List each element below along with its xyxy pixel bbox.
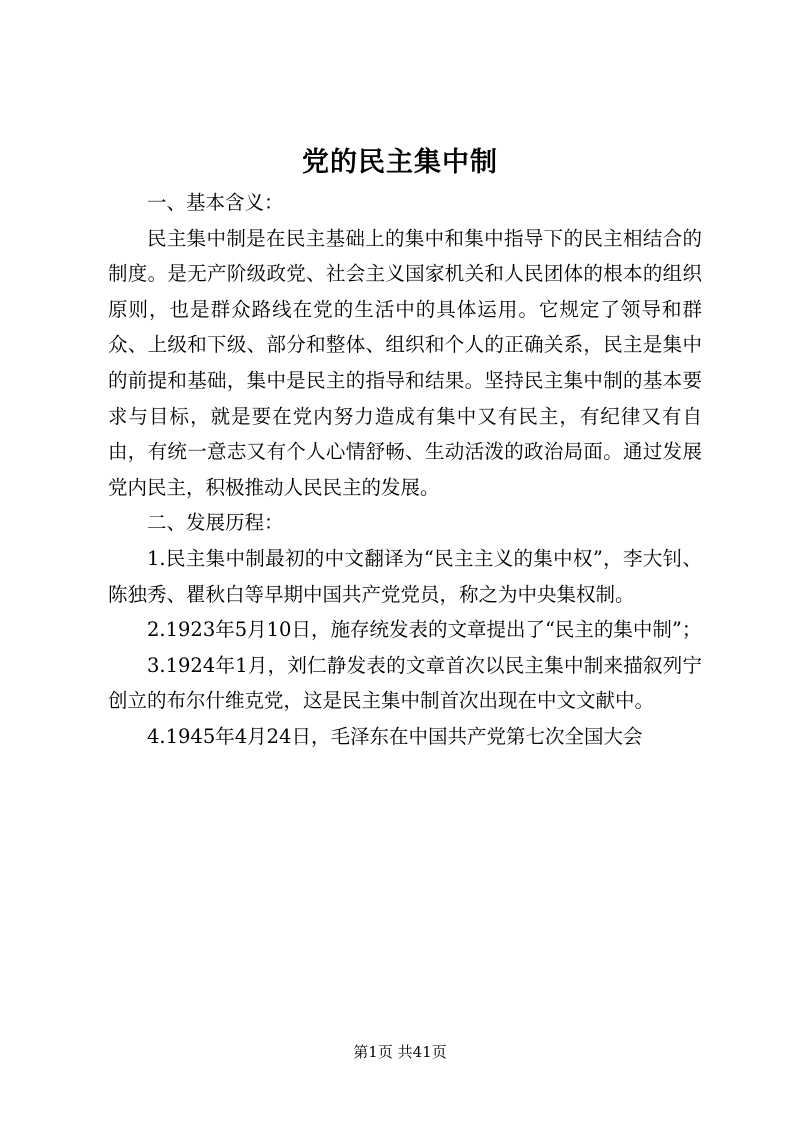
history-item-3: 3.1924年1月，刘仁静发表的文章首次以民主集中制来描叙列宁创立的布尔什维克党，这是民主集中制首次出现在中文文献中。 (108, 653, 702, 713)
section-heading-history: 二、发展历程： (147, 511, 284, 535)
section-heading-basic-meaning: 一、基本含义： (147, 191, 284, 214)
history-item-4: 4.1945年4月24日，毛泽东在中国共产党第七次全国大会 (147, 724, 643, 748)
history-item-1: 1.民主集中制最初的中文翻译为“民主主义的集中权”，李大钊、陈独秀、瞿秋白等早期中国共产党党员，称之为中央集权制。 (108, 546, 702, 606)
page-footer: 第1页 共41页 (353, 1043, 447, 1061)
history-item-2: 2.1923年5月10日，施存统发表的文章提出了“民主的集中制”； (147, 618, 702, 642)
paragraph-definition: 民主集中制是在民主基础上的集中和集中指导下的民主相结合的制度。是无产阶级政党、社会主义国家机关和人民团体的根本的组织原则，也是群众路线在党的生活中的具体运用。它规定了领导和群众、上级和下级、部分和整体、组织和个人的正确关系，民主是集中的前提和基础，集中是民主的指导和结果。坚持民主集中制的基本要求与目标，就是要在党内努力造成有集中又有民主，有纪律又有自由，有统一意志又有个人心情舒畅、生动活泼的政治局面。通过发展党内民主，积极推动人民民主的发展。 (108, 226, 702, 499)
document-body (108, 185, 702, 755)
document-title: 党的民主集中制 (302, 147, 498, 178)
